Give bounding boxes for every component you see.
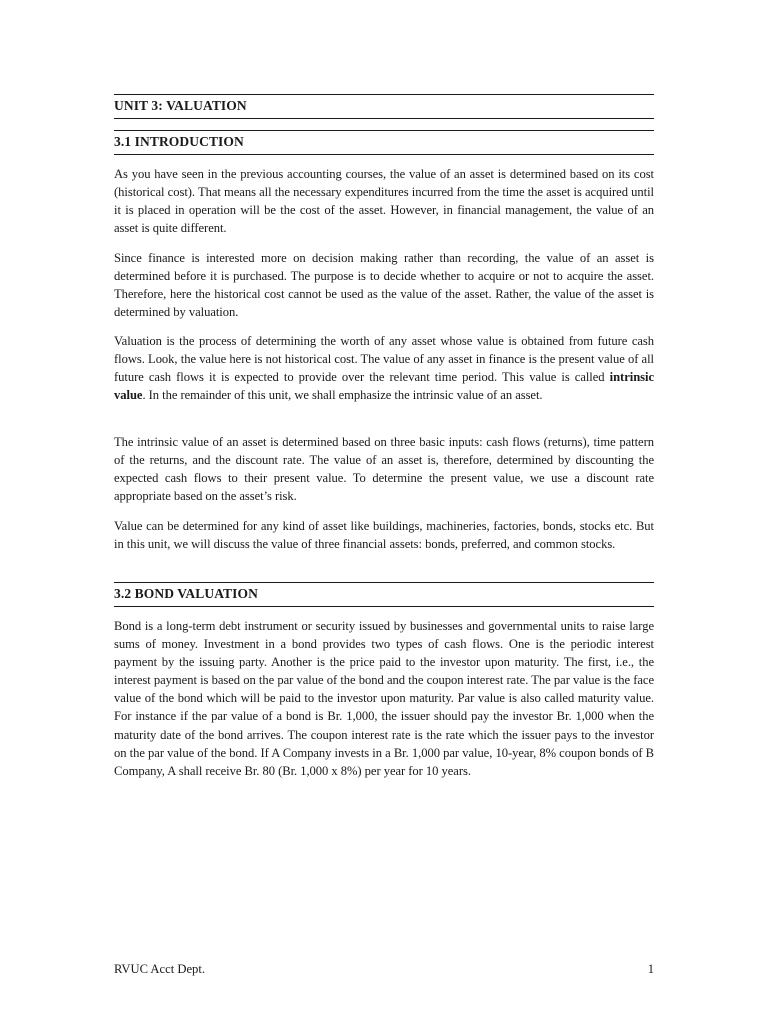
intro-paragraph-3-start: Valuation is the process of determining the worth of any asset whose value is obtained from future cash flows. Look, the value here is not historical cost. The value of any asset in finance is the present value of all future cash flows it is expected to provide over the relevant time period. This value is called [114,334,654,385]
section-title-bond-valuation: 3.2 BOND VALUATION [114,582,654,607]
intro-paragraph-2: Since finance is interested more on decision making rather than recording, the value of an asset is determined before it is purchased. The purpose is to decide whether to acquire or not to acquire the asset. Therefore, here the historical cost cannot be used as the value of the asset. Rather, the value of the asset is determined by valuation. [114,251,654,320]
intro-paragraph-3-end: . In the remainder of this unit, we shall emphasize the intrinsic value of an asset. [142,388,543,403]
bond-paragraph-1: Bond is a long-term debt instrument or security issued by businesses and governmental units to raise large sums of money. Investment in a bond provides two types of cash flows. One is the periodic interest payment by the issuing party. Another is the price paid to the investor upon maturity. The first, i.e., the interest payment is based on the par value of the bond and the coupon interest rate. The par value is the face value of the bond which will be paid to the investor upon maturity. Par value is also called maturity value. For instance if the par value of a bond is Br. 1,000, the issuer should pay the investor Br. 1,000 when the maturity date of the bond arrives. The coupon interest rate is the rate which the issuer pays to the investor on the par value of the bond. If A Company invests in a Br. 1,000 par value, 10-year, 8% coupon bonds of B Company, A shall receive Br. 80 (Br. 1,000 x 8%) per year for 10 years. [114,619,654,778]
footer-page-number: 1 [647,962,654,976]
document-page [114,0,654,1024]
intro-paragraph-5: Value can be determined for any kind of asset like buildings, machineries, factories, bonds, stocks etc. But in this unit, we will discuss the value of three financial assets: bonds, preferred, and common stocks. [114,519,654,552]
intro-paragraph-1: As you have seen in the previous accounting courses, the value of an asset is determined based on its cost (historical cost). That means all the necessary expenditures incurred from the time the asset is acquired until it is placed in operation will be the cost of the asset. However, in financial management, the value of an asset is quite different. [114,167,654,236]
intro-paragraph-3 [114,332,654,404]
unit-title: UNIT 3: VALUATION [114,94,654,119]
intrinsic-value-term: intrinsic value [114,370,654,403]
footer-department: RVUC Acct Dept. [114,962,205,976]
section-title-introduction: 3.1 INTRODUCTION [114,130,654,155]
intro-paragraph-4: The intrinsic value of an asset is determined based on three basic inputs: cash flows (returns), time pattern of the returns, and the discount rate. The value of an asset is, therefore, determined by discounting the expected cash flows to their present value. To determine the present value, we use a discount rate appropriate based on the asset’s risk. [114,435,654,504]
